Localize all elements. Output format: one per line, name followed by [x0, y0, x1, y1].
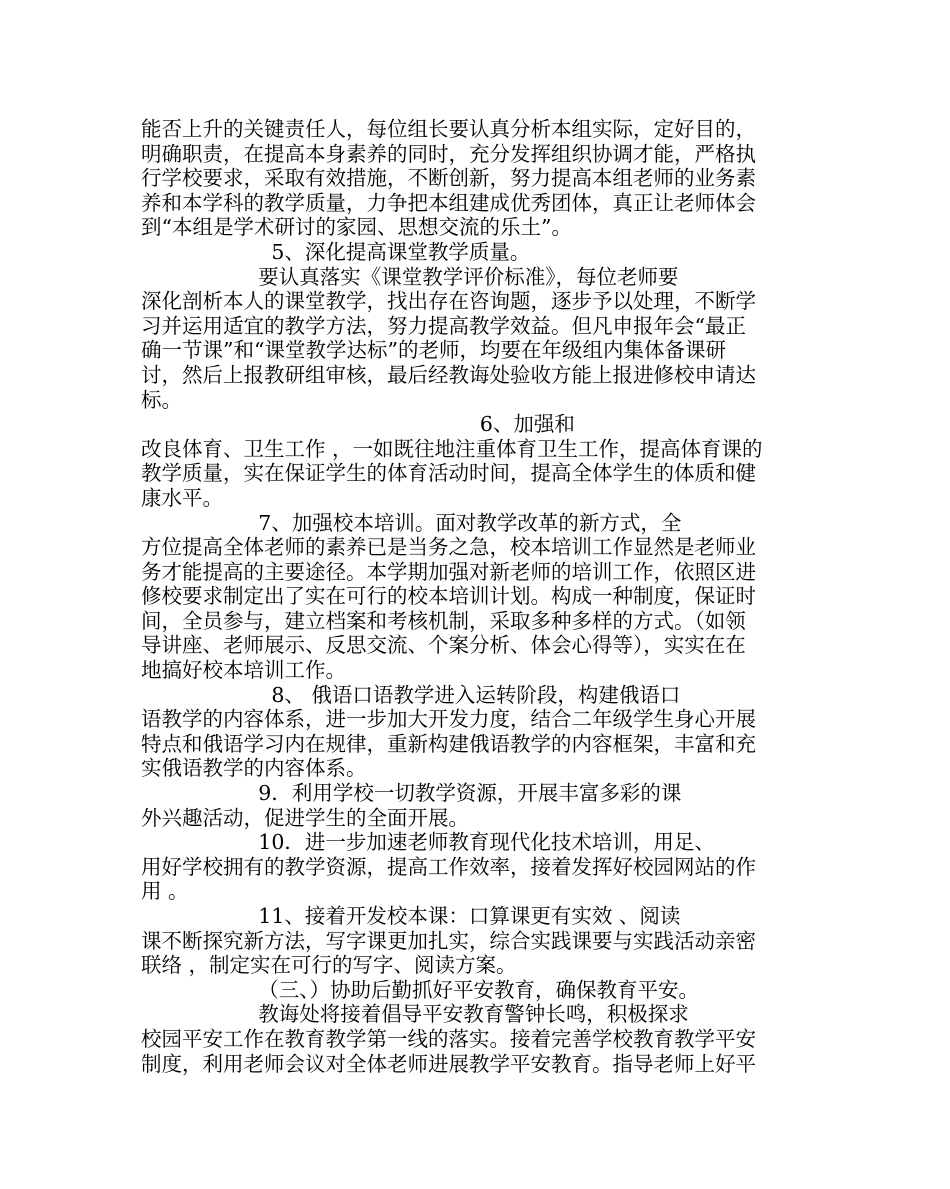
- text-line: 康水平。: [141, 485, 223, 510]
- text-line: 改良体育、卫生工作 ，一如既往地注重体育卫生工作，提高体育课的: [141, 436, 763, 461]
- text-line: 习并运用适宜的教学方法，努力提高教学效益。但凡申报年会“最正: [141, 313, 746, 338]
- text-line: 7、加强校本培训。面对教学改革的新方式，全: [141, 510, 682, 535]
- text-line: 到“本组是学术研讨的家园、思想交流的乐土”。: [141, 215, 572, 240]
- text-line: 10．进一步加速老师教育现代化技术培训，用足、: [141, 830, 715, 855]
- text-line: 5、深化提高课堂教学质量。: [141, 239, 531, 264]
- text-line: 语教学的内容体系，进一步加大开发力度，结合二年级学生身心开展: [141, 707, 756, 732]
- text-line: 修校要求制定出了实在可行的校本培训计划。构成一种制度，保证时: [141, 584, 756, 609]
- text-line: 教学质量，实在保证学生的体育活动时间，提高全体学生的体质和健: [141, 461, 756, 486]
- body-text: [141, 117, 831, 1076]
- text-line: 明确职责，在提高本身素养的同时，充分发挥组织协调才能，严格执: [141, 141, 756, 166]
- text-line: 务才能提高的主要途径。本学期加强对新老师的培训工作，依照区进: [141, 559, 756, 584]
- text-line: 8、 俄语口语教学进入运转阶段，构建俄语口: [141, 682, 681, 707]
- text-line: 讨，然后上报教研组审核，最后经教诲处验收方能上报进修校申请达: [141, 362, 756, 387]
- text-line: 实俄语教学的内容体系。: [141, 756, 367, 781]
- text-line: 间，全员参与，建立档案和考核机制，采取多种多样的方式。（如领: [141, 608, 746, 633]
- text-line: 教诲处将接着倡导平安教育警钟长鸣，积极探求: [141, 1002, 689, 1027]
- text-line: 6、加强和: [141, 412, 575, 437]
- text-line: 行学校要求，采取有效措施，不断创新，努力提高本组老师的业务素: [141, 166, 756, 191]
- text-line: 要认真落实《课堂教学评价标准》，每位老师要: [141, 264, 679, 289]
- text-line: 外兴趣活动，促进学生的全面开展。: [141, 805, 469, 830]
- text-line: 能否上升的关键责任人，每位组长要认真分析本组实际，定好目的，: [141, 117, 756, 141]
- text-line: 用好学校拥有的教学资源，提高工作效率，接着发挥好校园网站的作: [141, 854, 756, 879]
- text-line: （三、）协助后勤抓好平安教育，确保教育平安。: [141, 977, 700, 1002]
- text-line: 制度，利用老师会议对全体老师进展教学平安教育。指导老师上好平: [141, 1051, 756, 1076]
- text-line: 特点和俄语学习内在规律，重新构建俄语教学的内容框架，丰富和充: [141, 731, 756, 756]
- text-line: 标。: [141, 387, 182, 412]
- text-line: 深化剖析本人的课堂教学，找出存在咨询题，逐步予以处理，不断学: [141, 289, 756, 314]
- text-line: 地搞好校本培训工作。: [141, 658, 346, 683]
- text-line: 联络 ，制定实在可行的写字、阅读方案。: [141, 953, 517, 978]
- text-line: 确一节课”和“课堂教学达标”的老师，均要在年级组内集体备课研: [141, 338, 726, 363]
- text-line: 导讲座、老师展示、反思交流、个案分析、体会心得等），实实在在: [141, 633, 746, 658]
- text-line: 课不断探究新方法，写字课更加扎实，综合实践课要与实践活动亲密: [141, 928, 756, 953]
- text-line: 养和本学科的教学质量，力争把本组建成优秀团体，真正让老师体会: [141, 190, 756, 215]
- text-line: 9．利用学校一切教学资源，开展丰富多彩的课: [141, 781, 682, 806]
- text-line: 11、接着开发校本课：口算课更有实效 、阅读: [141, 904, 681, 928]
- text-line: 校园平安工作在教育教学第一线的落实。接着完善学校教育教学平安: [141, 1026, 756, 1051]
- text-line: 用 。: [141, 879, 189, 904]
- text-line: 方位提高全体老师的素养已是当务之急，校本培训工作显然是老师业: [141, 535, 756, 560]
